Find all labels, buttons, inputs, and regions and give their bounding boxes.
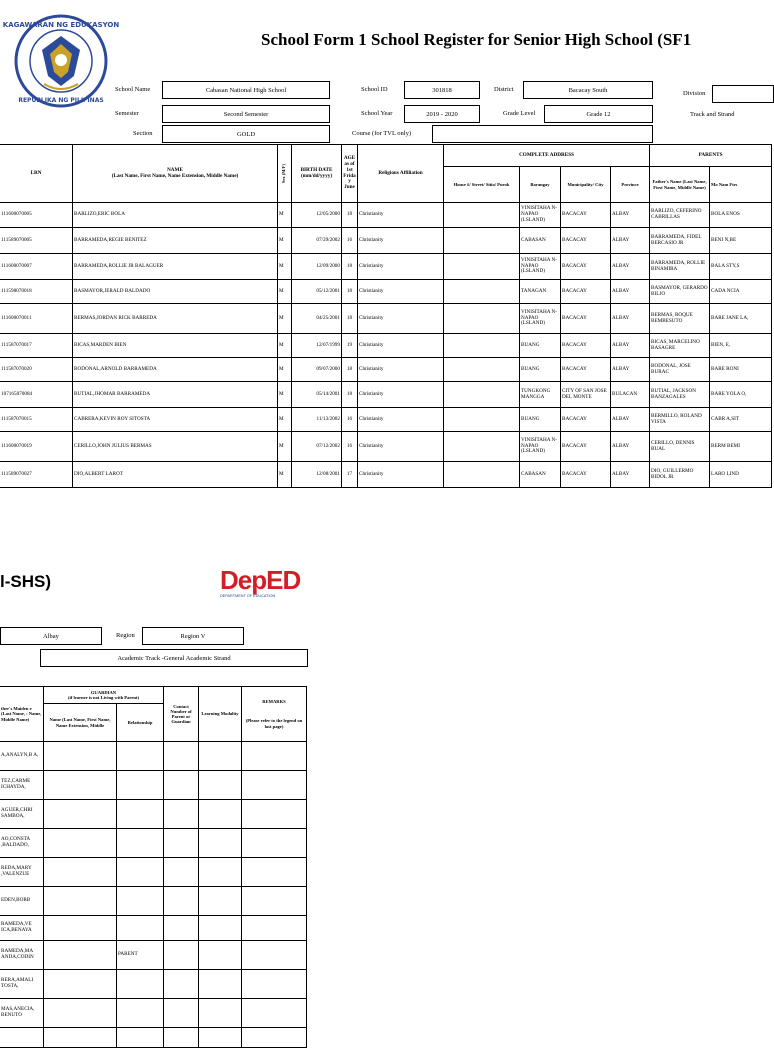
cell-province: ALBAY xyxy=(611,304,650,334)
cell-lrn: 111598070018 xyxy=(0,280,73,304)
cell-barangay: BUANG xyxy=(520,358,561,382)
school-year-field[interactable]: 2019 - 2020 xyxy=(404,105,480,123)
course-field[interactable] xyxy=(432,125,653,143)
cell-father: BERMAS, ROQUE BEMBESUTO xyxy=(650,304,710,334)
cell-sex: M xyxy=(278,280,292,304)
cell-empty xyxy=(164,742,199,771)
cell-province: BULACAN xyxy=(611,382,650,408)
school-name-label: School Name xyxy=(115,86,151,93)
cell-religion: Christianity xyxy=(358,408,444,432)
cell-age: 16 xyxy=(342,408,358,432)
cell-father: BERMILLO, ROLAND VISTA xyxy=(650,408,710,432)
cell-religion: Christianity xyxy=(358,254,444,280)
guardian-name-header: Name (Last Name, First Name, Name Extension, Middle xyxy=(44,704,117,742)
cell-mother-left: BALA STY,S xyxy=(710,254,772,280)
cell-empty xyxy=(199,887,242,916)
cell-lrn: 111600070019 xyxy=(0,432,73,462)
mother-maiden-header: ther's Maiden e (Last Name, : Name, Middle Name) xyxy=(0,687,44,742)
cell-sex: M xyxy=(278,358,292,382)
cell-mother-right: RERA,AMALI TOSTA, xyxy=(0,970,44,999)
cell-name: BASMAYOR,JERALD BALDADO xyxy=(73,280,278,304)
table-row xyxy=(0,408,772,432)
cell-religion: Christianity xyxy=(358,358,444,382)
school-id-label: School ID xyxy=(361,86,388,93)
title-continuation: l-SHS) xyxy=(0,572,51,591)
cell-age: 16 xyxy=(342,228,358,254)
cell-religion: Christianity xyxy=(358,462,444,488)
cell-father: CERILLO, DENNIS BUAL xyxy=(650,432,710,462)
deped-seal-logo xyxy=(2,14,120,108)
cell-father: BARRAMEDA, FIDEL BERCASIO JR xyxy=(650,228,710,254)
cell-empty xyxy=(164,800,199,829)
cell-empty xyxy=(44,887,117,916)
cell-province: ALBAY xyxy=(611,280,650,304)
cell-father: DIO, GUILLERMO BIDOL JR xyxy=(650,462,710,488)
table-row xyxy=(0,254,772,280)
cell-sex: M xyxy=(278,228,292,254)
lrn-header: LRN xyxy=(0,145,73,203)
table-row xyxy=(0,829,307,858)
cell-sex: M xyxy=(278,203,292,228)
table-row xyxy=(0,771,307,800)
cell-father: BUTIAL, JACKSON BANZAGALES xyxy=(650,382,710,408)
cell-municipality: BACACAY xyxy=(561,358,611,382)
cell-empty xyxy=(164,1028,199,1048)
cell-birth: 05/12/2001 xyxy=(292,280,342,304)
cell-empty xyxy=(164,771,199,800)
contact-header: Contact Number of Parent or Guardian xyxy=(164,687,199,742)
cell-birth: 12/05/2000 xyxy=(292,203,342,228)
cell-mother-right: AO,CONSTA ,BALDADO, xyxy=(0,829,44,858)
cell-name: BODONAL,ARNOLD BARRAMEDA xyxy=(73,358,278,382)
sex-header: Sex (M/F) xyxy=(278,145,292,203)
cell-sex: M xyxy=(278,304,292,334)
cell-father: BODONAL, JOSE BURAC xyxy=(650,358,710,382)
region-field[interactable]: Region V xyxy=(142,627,244,645)
modality-header: Learning Modality xyxy=(199,687,242,742)
mother-header: Mo Nam Firs xyxy=(710,167,772,203)
cell-age: 17 xyxy=(342,462,358,488)
register-table xyxy=(0,144,772,488)
page-title: School Form 1 School Register for Senior High School (SF1 xyxy=(261,30,692,49)
cell-municipality: BACACAY xyxy=(561,432,611,462)
cell-relationship xyxy=(117,771,164,800)
cell-birth: 07/29/2002 xyxy=(292,228,342,254)
table-row xyxy=(0,800,307,829)
cell-age: 16 xyxy=(342,432,358,462)
cell-province: ALBAY xyxy=(611,203,650,228)
barangay-header: Barangay xyxy=(520,167,561,203)
cell-province: ALBAY xyxy=(611,228,650,254)
province-header: Province xyxy=(611,167,650,203)
cell-relationship xyxy=(117,800,164,829)
cell-age: 18 xyxy=(342,280,358,304)
cell-empty xyxy=(199,1028,242,1048)
cell-empty xyxy=(44,800,117,829)
remarks-header: REMARKS (Please refer to the legend on last page) xyxy=(242,687,307,742)
cell-empty xyxy=(242,1028,307,1048)
cell-house xyxy=(444,228,520,254)
guardian-header: GUARDIAN (if learner is not Living with Parent) xyxy=(44,687,164,704)
relationship-header: Relationship xyxy=(117,704,164,742)
cell-age: 18 xyxy=(342,254,358,280)
father-header: Father's Name (Last Name, First Name, Middle Name) xyxy=(650,167,710,203)
cell-sex: M xyxy=(278,254,292,280)
cell-province: ALBAY xyxy=(611,432,650,462)
section-label: Section xyxy=(133,130,153,137)
cell-birth: 11/13/2002 xyxy=(292,408,342,432)
cell-name: DIO,ALBERT LAROT xyxy=(73,462,278,488)
table-row xyxy=(0,858,307,887)
cell-sex: M xyxy=(278,334,292,358)
cell-empty xyxy=(242,858,307,887)
cell-mother-right xyxy=(0,1028,44,1048)
cell-religion: Christianity xyxy=(358,382,444,408)
cell-mother-right: RAMEDA,MA ANDA,CODIN xyxy=(0,941,44,970)
cell-empty xyxy=(164,999,199,1028)
cell-barangay: CABASAN xyxy=(520,462,561,488)
cell-house xyxy=(444,304,520,334)
cell-house xyxy=(444,334,520,358)
cell-lrn: 111600070007 xyxy=(0,254,73,280)
cell-municipality: CITY OF SAN JOSE DEL MONTE xyxy=(561,382,611,408)
cell-empty xyxy=(164,858,199,887)
cell-empty xyxy=(199,742,242,771)
cell-father: BARRAMEDA, ROLLIE BINAMIRA xyxy=(650,254,710,280)
cell-birth: 12/07/1999 xyxy=(292,334,342,358)
cell-empty xyxy=(44,742,117,771)
cell-father: BICAS, MARCELINO BASAGRE xyxy=(650,334,710,358)
cell-father: BASMAYOR, GERARDO BILJO xyxy=(650,280,710,304)
cell-lrn: 111589070027 xyxy=(0,462,73,488)
track-field[interactable]: Academic Track -General Academic Strand xyxy=(40,649,308,667)
cell-lrn: 107165070084 xyxy=(0,382,73,408)
cell-municipality: BACACAY xyxy=(561,304,611,334)
cell-mother-left: BIEN, E, xyxy=(710,334,772,358)
semester-field[interactable]: Second Semester xyxy=(162,105,330,123)
cell-barangay: VINISITAHA N-NAPAO (LSLAND) xyxy=(520,254,561,280)
table-row xyxy=(0,462,772,488)
cell-empty xyxy=(242,742,307,771)
cell-religion: Christianity xyxy=(358,280,444,304)
cell-municipality: BACACAY xyxy=(561,280,611,304)
cell-empty xyxy=(242,887,307,916)
cell-name: BICAS,MARDEN BIEN xyxy=(73,334,278,358)
cell-age: 18 xyxy=(342,203,358,228)
cell-empty xyxy=(164,916,199,941)
religion-header: Religious Affiliation xyxy=(358,145,444,203)
table-row xyxy=(0,970,307,999)
svg-text:REPUBLIKA NG PILIPINAS: REPUBLIKA NG PILIPINAS xyxy=(18,97,104,104)
cell-house xyxy=(444,408,520,432)
cell-age: 18 xyxy=(342,358,358,382)
grade-level-label: Grade Level xyxy=(503,110,536,117)
age-header: AGE as of 1st Frida y June xyxy=(342,145,358,203)
cell-empty xyxy=(242,771,307,800)
cell-barangay: VINISITAHA N-NAPAO (LSLAND) xyxy=(520,304,561,334)
cell-empty xyxy=(199,858,242,887)
cell-empty xyxy=(242,829,307,858)
cell-mother-left: CADA NCIA xyxy=(710,280,772,304)
cell-empty xyxy=(44,999,117,1028)
cell-house xyxy=(444,280,520,304)
cell-relationship xyxy=(117,858,164,887)
table-row xyxy=(0,999,307,1028)
cell-mother-right: TEZ,CARME ICHAYDA, xyxy=(0,771,44,800)
birth-date-header: BIRTH DATE (mm/dd/yyyy) xyxy=(292,145,342,203)
cell-name: BUTIAL,JHOMAR BARRAMEDA xyxy=(73,382,278,408)
cell-age: 19 xyxy=(342,334,358,358)
table-row xyxy=(0,203,772,228)
cell-relationship: PARENT xyxy=(117,941,164,970)
table-row xyxy=(0,280,772,304)
address-header: COMPLETE ADDRESS xyxy=(444,145,650,167)
cell-mother-right: A,ANALYN,B A, xyxy=(0,742,44,771)
district-label: District xyxy=(494,86,514,93)
cell-father: BARLIZO, CEFERINO CABRILLAS xyxy=(650,203,710,228)
guardian-table xyxy=(0,686,307,1048)
division-label: Division xyxy=(683,90,706,97)
cell-barangay: VINISITAHA N-NAPAO (LSLAND) xyxy=(520,432,561,462)
cell-municipality: BACACAY xyxy=(561,462,611,488)
cell-province: ALBAY xyxy=(611,334,650,358)
cell-house xyxy=(444,203,520,228)
division-field[interactable]: Albay xyxy=(0,627,102,645)
cell-barangay: TANAGAN xyxy=(520,280,561,304)
cell-empty xyxy=(44,829,117,858)
deped-logo xyxy=(220,566,310,606)
cell-name: BERMAS,JORDAN RICK BARREDA xyxy=(73,304,278,334)
region-label: Region xyxy=(116,632,135,639)
house-header: House #/ Street/ Sitio/ Purok xyxy=(444,167,520,203)
cell-name: CABRERA,KEVIN ROY SITOSTA xyxy=(73,408,278,432)
cell-barangay: VINISITAHA N-NAPAO (LSLAND) xyxy=(520,203,561,228)
cell-house xyxy=(444,462,520,488)
school-id-field[interactable]: 301818 xyxy=(404,81,480,99)
cell-religion: Christianity xyxy=(358,304,444,334)
cell-municipality: BACACAY xyxy=(561,254,611,280)
cell-mother-left: BARE RONI xyxy=(710,358,772,382)
cell-sex: M xyxy=(278,382,292,408)
cell-relationship xyxy=(117,742,164,771)
cell-relationship xyxy=(117,999,164,1028)
cell-name: BARRAMEDA,ROLLIE JR BALAGUER xyxy=(73,254,278,280)
cell-empty xyxy=(242,999,307,1028)
cell-empty xyxy=(164,941,199,970)
cell-house xyxy=(444,358,520,382)
cell-municipality: BACACAY xyxy=(561,408,611,432)
cell-empty xyxy=(199,941,242,970)
cell-empty xyxy=(199,771,242,800)
cell-lrn: 111587070017 xyxy=(0,334,73,358)
division-field-part[interactable] xyxy=(712,85,774,103)
cell-lrn: 111600070011 xyxy=(0,304,73,334)
cell-empty xyxy=(44,970,117,999)
parents-header: PARENTS xyxy=(650,145,772,167)
cell-empty xyxy=(44,941,117,970)
table-row xyxy=(0,382,772,408)
table-row xyxy=(0,304,772,334)
cell-lrn: 111587070015 xyxy=(0,408,73,432)
cell-mother-right: AGUER,CHRI SAMBOA, xyxy=(0,800,44,829)
grade-level-field[interactable]: Grade 12 xyxy=(544,105,653,123)
name-header: NAME (Last Name, First Name, Name Extension, Middle Name) xyxy=(73,145,278,203)
cell-province: ALBAY xyxy=(611,462,650,488)
cell-relationship xyxy=(117,887,164,916)
cell-name: CERILLO,JOHN JULIUS BERMAS xyxy=(73,432,278,462)
table-row xyxy=(0,887,307,916)
cell-mother-right: EDEN,BORB xyxy=(0,887,44,916)
cell-empty xyxy=(199,916,242,941)
table-row xyxy=(0,742,307,771)
cell-birth: 09/07/2000 xyxy=(292,358,342,382)
cell-province: ALBAY xyxy=(611,254,650,280)
cell-religion: Christianity xyxy=(358,432,444,462)
cell-name: BARLIZO,ERIC BOLA xyxy=(73,203,278,228)
deped-logo-subtitle: DEPARTMENT OF EDUCATION xyxy=(220,594,276,598)
cell-relationship xyxy=(117,1028,164,1048)
cell-empty xyxy=(44,858,117,887)
cell-municipality: BACACAY xyxy=(561,228,611,254)
cell-empty xyxy=(242,970,307,999)
cell-religion: Christianity xyxy=(358,203,444,228)
course-label: Course (for TVL only) xyxy=(352,130,412,137)
track-label: Track and Strand xyxy=(690,111,735,118)
cell-religion: Christianity xyxy=(358,228,444,254)
cell-mother-right: RAMEDA,VE ICA,BENAYA xyxy=(0,916,44,941)
table-row xyxy=(0,1028,307,1048)
cell-relationship xyxy=(117,829,164,858)
cell-mother-right: MAS,ANECIA, BENUTO xyxy=(0,999,44,1028)
table-row xyxy=(0,941,307,970)
cell-mother-left: LARO LIND xyxy=(710,462,772,488)
cell-municipality: BACACAY xyxy=(561,203,611,228)
cell-lrn: 111600070005 xyxy=(0,203,73,228)
cell-mother-left: BARE JANE LA, xyxy=(710,304,772,334)
municipality-header: Municipality/ City xyxy=(561,167,611,203)
semester-label: Semester xyxy=(115,110,139,117)
cell-birth: 05/14/2001 xyxy=(292,382,342,408)
cell-lrn: 111589070005 xyxy=(0,228,73,254)
cell-sex: M xyxy=(278,462,292,488)
cell-mother-left: BERM BEMI xyxy=(710,432,772,462)
table-row xyxy=(0,228,772,254)
cell-mother-left: BARE YOLA O, xyxy=(710,382,772,408)
cell-birth: 04/25/2001 xyxy=(292,304,342,334)
cell-empty xyxy=(44,1028,117,1048)
cell-empty xyxy=(199,970,242,999)
cell-province: ALBAY xyxy=(611,358,650,382)
cell-municipality: BACACAY xyxy=(561,334,611,358)
table-row xyxy=(0,334,772,358)
cell-sex: M xyxy=(278,408,292,432)
cell-empty xyxy=(199,999,242,1028)
section-field[interactable]: GOLD xyxy=(162,125,330,143)
district-field[interactable]: Bacacay South xyxy=(523,81,653,99)
svg-text:KAGAWARAN NG EDUKASYON: KAGAWARAN NG EDUKASYON xyxy=(2,21,120,29)
cell-birth: 12/09/2000 xyxy=(292,254,342,280)
cell-relationship xyxy=(117,970,164,999)
cell-empty xyxy=(44,916,117,941)
cell-name: BARRAMEDA,REGIE BENITEZ xyxy=(73,228,278,254)
cell-birth: 12/08/2001 xyxy=(292,462,342,488)
cell-empty xyxy=(164,887,199,916)
cell-empty xyxy=(44,771,117,800)
cell-barangay: BUANG xyxy=(520,408,561,432)
cell-relationship xyxy=(117,916,164,941)
cell-mother-right: REDA,MARY ,VALENZUE xyxy=(0,858,44,887)
cell-empty xyxy=(242,916,307,941)
cell-age: 18 xyxy=(342,382,358,408)
cell-mother-left: CABR A,SIT xyxy=(710,408,772,432)
cell-house xyxy=(444,382,520,408)
table-row xyxy=(0,916,307,941)
cell-empty xyxy=(199,800,242,829)
deped-logo-text: DepED xyxy=(220,565,301,595)
cell-religion: Christianity xyxy=(358,334,444,358)
cell-province: ALBAY xyxy=(611,408,650,432)
table-row xyxy=(0,432,772,462)
cell-barangay: CABASAN xyxy=(520,228,561,254)
school-year-label: School Year xyxy=(361,110,393,117)
cell-empty xyxy=(164,829,199,858)
school-name-field[interactable]: Cabasan National High School xyxy=(162,81,330,99)
cell-house xyxy=(444,432,520,462)
cell-mother-left: BOLA ENOS xyxy=(710,203,772,228)
cell-barangay: BUANG xyxy=(520,334,561,358)
cell-empty xyxy=(199,829,242,858)
cell-empty xyxy=(242,941,307,970)
cell-age: 18 xyxy=(342,304,358,334)
cell-empty xyxy=(242,800,307,829)
cell-mother-left: BENI N,BE xyxy=(710,228,772,254)
cell-birth: 07/12/2002 xyxy=(292,432,342,462)
cell-sex: M xyxy=(278,432,292,462)
cell-house xyxy=(444,254,520,280)
table-row xyxy=(0,358,772,382)
cell-empty xyxy=(164,970,199,999)
cell-barangay: TUNGKONG MANGGA xyxy=(520,382,561,408)
cell-lrn: 111587070020 xyxy=(0,358,73,382)
